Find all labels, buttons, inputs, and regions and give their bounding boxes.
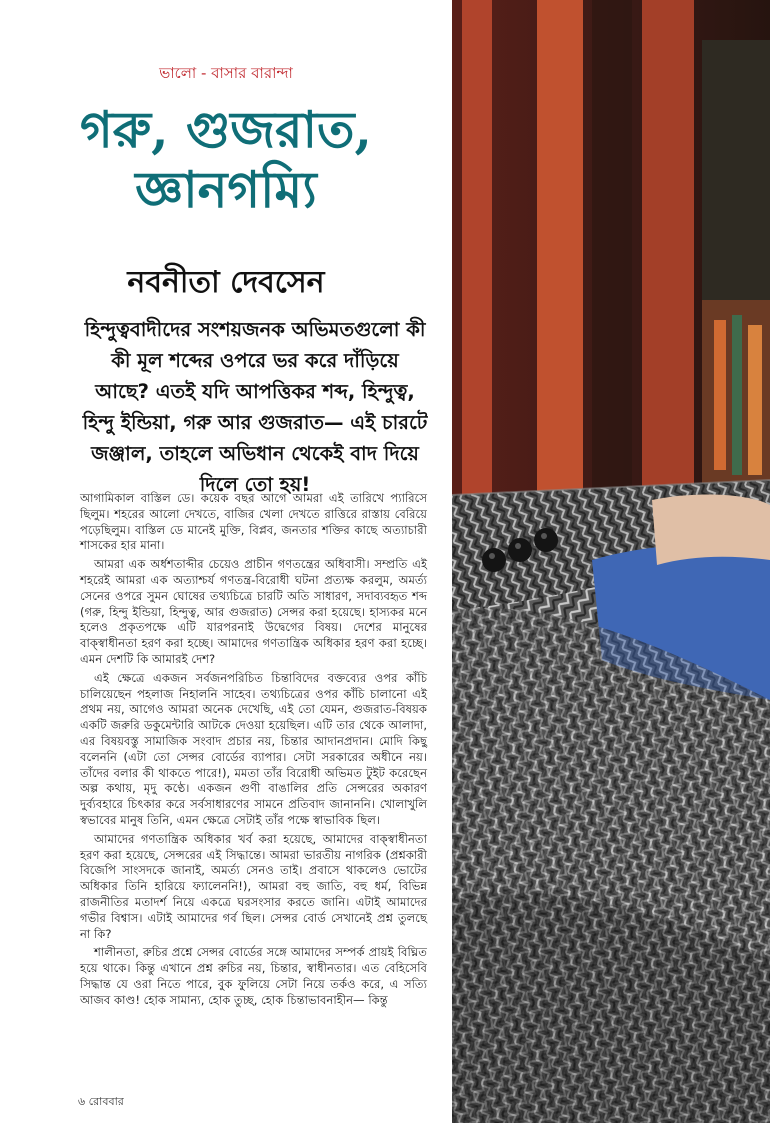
standfirst-line: কী মূল শব্দের ওপরে ভর করে দাঁড়িয়ে xyxy=(111,349,399,372)
body-paragraph: আমাদের গণতান্ত্রিক অধিকার খর্ব করা হয়েছে, আমাদের বাক্স্বাধীনতা হরণ করা হয়েছে, সেন্সরের এই সিদ্ধান্তে। আমরা ভারতীয় নাগরিক (প্রশ্নকারী বিজেপি সাংসদকে জানাই, অমর্ত্য সেনও তাই। প্রবাসে থাকলেও ভোটের অধিকার তিনি হারিয়ে ফ্যালেননি!), আমরা বহু জাতি, বহু ধর্ম, বিভিন্ন রাজনীতির মতাদর্শ নিয়ে একত্রে ঘরসংসার করতে জানি। এটাই আমাদের গভীর বিশ্বাস। এটাই আমাদের গর্ব ছিল। সেন্সর বোর্ড সেখানেই প্রশ্ন তুলছে না কি? xyxy=(80,831,427,941)
page-folio: ৬ রোববার xyxy=(78,1095,124,1108)
shelf-dark xyxy=(702,40,770,300)
standfirst-line: আছে? এতই যদি আপত্তিকর শব্দ, হিন্দুত্ব, xyxy=(95,380,415,403)
red-pillar-left xyxy=(462,0,492,500)
standfirst-line: হিন্দু ইন্ডিয়া, গরু আর গুজরাত— এই চারটে xyxy=(82,411,428,434)
standfirst xyxy=(60,314,450,500)
sleeve-button-1 xyxy=(482,548,506,572)
red-pillar-right xyxy=(642,0,694,500)
byline: নবনীতা দেবসেন xyxy=(127,265,325,300)
body-paragraph: শালীনতা, রুচির প্রশ্নে সেন্সর বোর্ডের সঙ্গে আমাদের সম্পর্ক প্রায়ই বিঘ্নিত হয়ে থাকে। কিন্তু এখানে প্রশ্ন রুচির নয়, চিন্তার, স্বাধীনতার। এত বেহিসেবি সিদ্ধান্ত যে ওরা নিতে পারে, বুক ফুলিয়ে সেটা নিয়ে তর্কও করে, এ সত্যি আজব কাণ্ড! হোক সামান্য, হোক তুচ্ছ, হোক চিন্তাভাবনাহীন— কিন্তু xyxy=(80,945,427,1007)
sleeve-button-3 xyxy=(534,528,558,552)
standfirst-line: দিলে তো হয়! xyxy=(199,473,311,496)
headline-line-2: জ্ঞানগম্যি xyxy=(135,160,317,219)
headline-line-1: গরু, গুজরাত, xyxy=(80,100,372,159)
body-paragraph: এই ক্ষেত্রে একজন সর্বজনপরিচিত চিন্তাবিদের বক্তব্যের ওপর কাঁচি চালিয়েছেন পহলাজ নিহালনি সাহেব। তথ্যচিত্রের ওপর কাঁচি চালানো এই প্রথম নয়, আগেও আমরা অনেক দেখেছি, এই তো যেমন, গুজরাত-বিষয়ক একটি জরুরি ডকুমেন্টারি আটকে দেওয়া হয়েছিল। এটি তার থেকে আলাদা, এর বিষয়বস্তু সামাজিক সংবাদ প্রচার নয়, চিন্তার আদানপ্রদান। মোদি কিছু বলেননি (এটা তো সেন্সর বোর্ডের ব্যাপার। সেটা সরকারের অধীনে নয়। তাঁদের বলার কী থাকতে পারে!), মমতা তাঁর বিরোধী অভিমত টুইট করেছেন অল্প কথায়, মৃদু কণ্ঠে। একজন গুণী বাঙালির প্রতি সেন্সরের অকারণ দুর্ব্যবহারে চিৎকার করে সর্বসাধারণের সামনে প্রতিবাদ জানাননি। খোলাখুলি স্বভাবের মানুষ তিনি, এমন ক্ষেত্রে সেটাই তাঁর পক্ষে স্বাভাবিক ছিল। xyxy=(80,670,427,827)
article-body xyxy=(80,491,427,1012)
headline xyxy=(0,100,452,220)
body-paragraph: আগামিকাল বাস্তিল ডে। কয়েক বছর আগে আমরা এই তারিখে প্যারিসে ছিলুম। শহরের আলো দেখতে, বাজির খেলা দেখতে রাত্তিরে রাস্তায় বেরিয়ে পড়েছিলুম। বাস্তিল ডে মানেই মুক্তি, বিপ্লব, জনতার শক্তির কাছে অত্যাচারী শাসকের হার মানা। xyxy=(80,491,427,553)
wrist-skin xyxy=(652,495,770,565)
standfirst-line: জঞ্জাল, তাহলে অভিধান থেকেই বাদ দিয়ে xyxy=(91,442,419,465)
red-pillar-center xyxy=(537,0,583,500)
cover-photo xyxy=(452,0,770,1123)
standfirst-line: হিন্দুত্ববাদীদের সংশয়জনক অভিমতগুলো কী xyxy=(84,318,426,341)
section-kicker: ভালো - বাসার বারান্দা xyxy=(159,64,293,82)
body-paragraph: আমরা এক অর্ধশতাব্দীর চেয়েও প্রাচীন গণতন্ত্রের অধিবাসী। সম্প্রতি এই শহরেই আমরা এক অত্যাশ্চর্য গণতন্ত্র-বিরোধী ঘটনা প্রত্যক্ষ করলুম, অমর্ত্য সেনের ওপরে সুমন ঘোষের তথ্যচিত্রে চারটি অতি সাধারণ, সদাব্যবহৃত শব্দ (গরু, হিন্দু ইন্ডিয়া, হিন্দুত্ব, আর গুজরাত) সেন্সর করা হয়েছে। হাস্যকর মনে হলেও প্রকৃতপক্ষে এটি যারপরনাই উদ্বেগের বিষয়। দেশের মানুষের বাক্স্বাধীনতা হরণ করা হচ্ছে। আমাদের গণতান্ত্রিক অধিকার হরণ করা হচ্ছে। এমন দেশটি কি আমারই দেশ? xyxy=(80,557,427,666)
sleeve-button-2 xyxy=(508,538,532,562)
